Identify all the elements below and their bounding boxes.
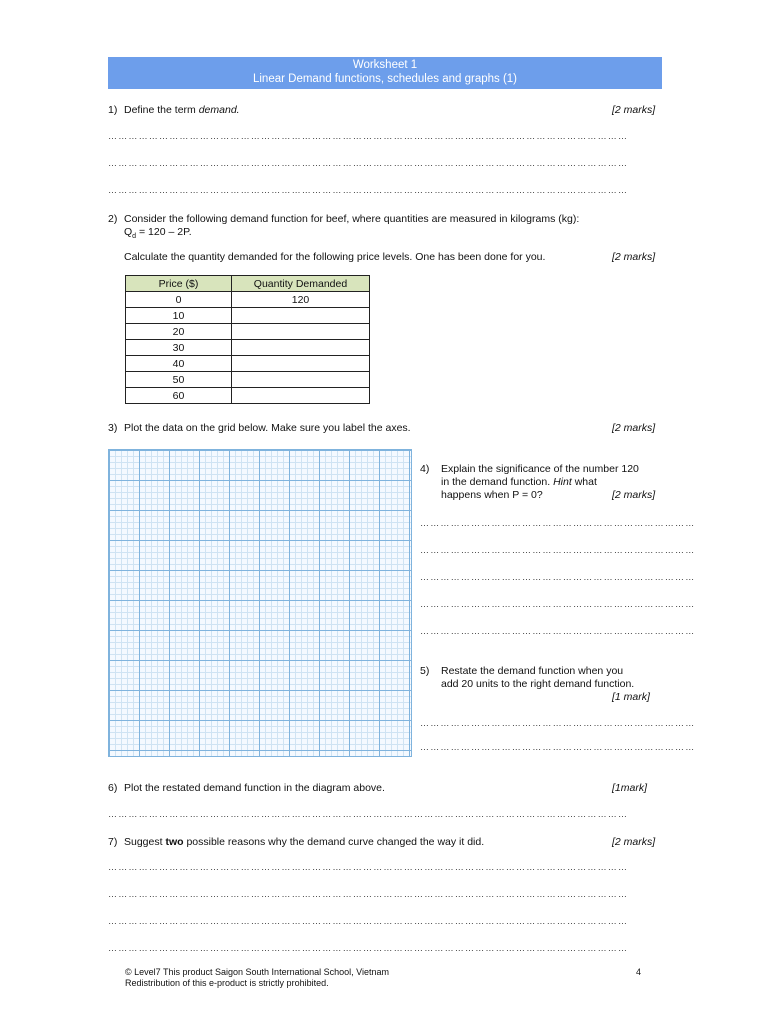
table-header-row [126, 276, 370, 292]
q3-marks: [2 marks] [612, 422, 656, 434]
answer-line[interactable]: ……………………………………………………………………………………………………………………………………… [108, 943, 629, 953]
price-column-header: Price ($) [126, 276, 232, 292]
answer-line[interactable]: ……………………………………………………………………… [420, 626, 696, 636]
price-cell: 60 [126, 388, 232, 404]
q2-formula [124, 226, 192, 240]
q4-marks: [2 marks] [612, 489, 656, 501]
table-row [126, 388, 370, 404]
answer-line[interactable]: ……………………………………………………………………………………………………………………………………… [108, 158, 629, 168]
answer-line[interactable]: ……………………………………………………………………… [420, 718, 696, 728]
q4-line1: Explain the significance of the number 120 [441, 463, 639, 475]
answer-line[interactable]: ……………………………………………………………………… [420, 545, 696, 555]
answer-line[interactable]: ……………………………………………………………………………………………………………………………………… [108, 131, 629, 141]
quantity-cell[interactable] [232, 324, 370, 340]
price-cell: 10 [126, 308, 232, 324]
q6-marks: [1mark] [612, 782, 648, 794]
quantity-cell[interactable]: 120 [232, 292, 370, 308]
q5-line2: add 20 units to the right demand function. [441, 678, 635, 690]
q1-marks: [2 marks] [612, 104, 656, 116]
q6-text: Plot the restated demand function in the diagram above. [124, 782, 385, 794]
answer-line[interactable]: ……………………………………………………………………… [420, 572, 696, 582]
q4-number: 4) [420, 463, 430, 475]
answer-line[interactable]: ……………………………………………………………………………………………………………………………………… [108, 185, 629, 195]
worksheet-header [108, 57, 662, 89]
q2-intro: Consider the following demand function for beef, where quantities are measured in kilograms (kg): [124, 213, 580, 225]
answer-line[interactable]: ……………………………………………………………………………………………………………………………………… [108, 889, 629, 899]
footer-line1: © Level7 This product Saigon South International School, Vietnam [125, 967, 389, 977]
page-number: 4 [636, 967, 642, 977]
formula-expression: = 120 – 2P. [136, 226, 192, 238]
graph-paper-grid[interactable] [108, 449, 412, 757]
q7-number: 7) [108, 836, 118, 848]
quantity-column-header: Quantity Demanded [232, 276, 370, 292]
q1-term: demand. [198, 104, 240, 116]
q4-line2-end: what [571, 476, 597, 488]
table-row [126, 356, 370, 372]
q4-line2 [441, 476, 597, 488]
q7-text-end: possible reasons why the demand curve changed the way it did. [183, 836, 485, 848]
table-row [126, 372, 370, 388]
q6-number: 6) [108, 782, 118, 794]
formula-subscript: d [132, 233, 137, 241]
q1-text [124, 104, 240, 116]
worksheet-number: Worksheet 1 [352, 59, 418, 71]
q2-marks: [2 marks] [612, 251, 656, 263]
q5-number: 5) [420, 665, 430, 677]
table-row [126, 340, 370, 356]
demand-schedule-table [125, 275, 370, 404]
price-cell: 20 [126, 324, 232, 340]
q4-line3: happens when P = 0? [441, 489, 543, 501]
q4-line2-text: in the demand function. [441, 476, 551, 488]
q2-instruction: Calculate the quantity demanded for the following price levels. One has been done for you. [124, 251, 546, 263]
answer-line[interactable]: ……………………………………………………………………… [420, 599, 696, 609]
q7-text-start: Suggest [124, 836, 163, 848]
q3-number: 3) [108, 422, 118, 434]
q7-text [124, 836, 484, 848]
quantity-cell[interactable] [232, 372, 370, 388]
answer-line[interactable]: ……………………………………………………………………………………………………………………………………… [108, 809, 629, 819]
q1-number: 1) [108, 104, 118, 116]
footer-line2: Redistribution of this e-product is strictly prohibited. [125, 978, 329, 988]
q4-hint: Hint [553, 476, 572, 488]
q5-line1: Restate the demand function when you [441, 665, 624, 677]
answer-line[interactable]: ……………………………………………………………………………………………………………………………………… [108, 862, 629, 872]
table-row [126, 308, 370, 324]
price-cell: 0 [126, 292, 232, 308]
quantity-cell[interactable] [232, 340, 370, 356]
quantity-cell[interactable] [232, 356, 370, 372]
price-cell: 50 [126, 372, 232, 388]
q7-marks: [2 marks] [612, 836, 656, 848]
q7-bold-word: two [165, 836, 184, 848]
footer-copyright [125, 967, 389, 989]
table-row [126, 324, 370, 340]
formula-q: Q [124, 226, 133, 238]
price-cell: 40 [126, 356, 232, 372]
q1-prompt: Define the term [124, 104, 196, 116]
answer-line[interactable]: ……………………………………………………………………………………………………………………………………… [108, 916, 629, 926]
q5-marks: [1 mark] [612, 691, 650, 703]
q2-number: 2) [108, 213, 118, 225]
q3-text: Plot the data on the grid below. Make sure you label the axes. [124, 422, 411, 434]
worksheet-title: Linear Demand functions, schedules and graphs (1) [252, 73, 518, 85]
price-cell: 30 [126, 340, 232, 356]
quantity-cell[interactable] [232, 388, 370, 404]
quantity-cell[interactable] [232, 308, 370, 324]
answer-line[interactable]: ……………………………………………………………………… [420, 742, 696, 752]
answer-line[interactable]: ……………………………………………………………………… [420, 518, 696, 528]
table-row [126, 292, 370, 308]
